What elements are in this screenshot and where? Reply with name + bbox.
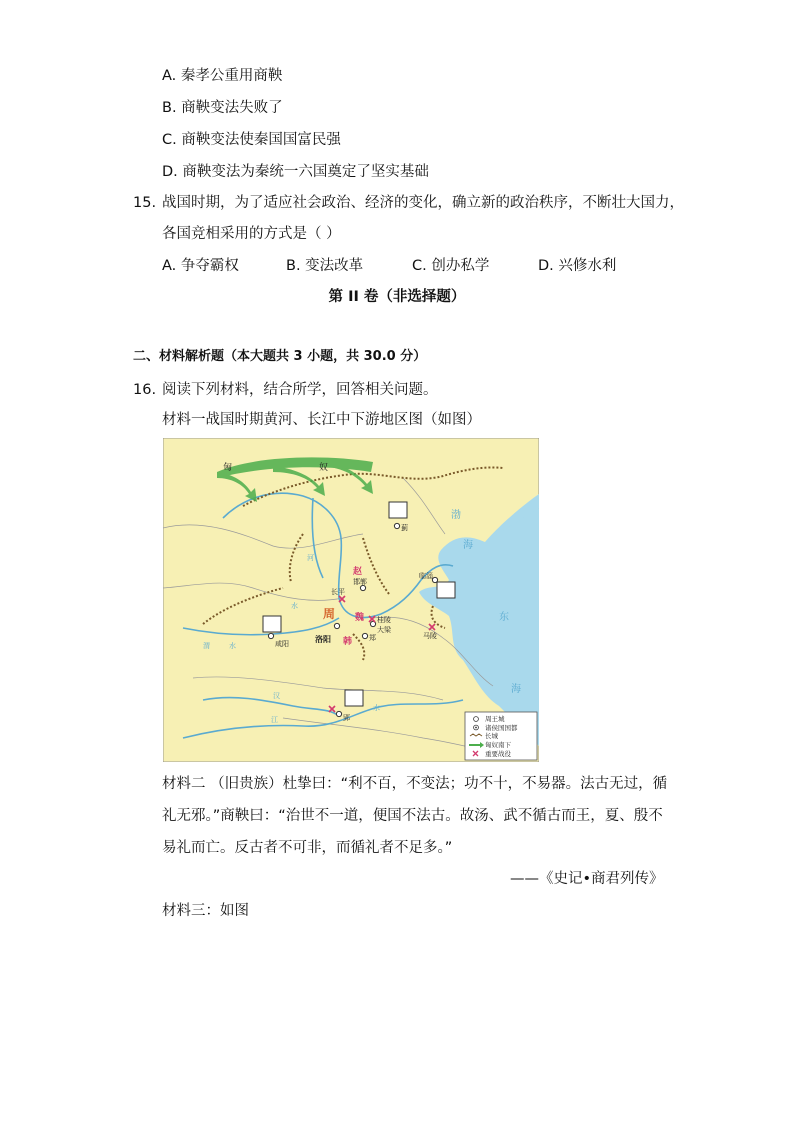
label-he: 河 — [307, 554, 314, 562]
material2-line2: 礼无邪。”商鞅曰：“治世不一道，便国不法古。故汤、武不循古而王，夏、殷不 — [162, 808, 663, 824]
label-bohai-1: 渤 — [451, 510, 461, 521]
q15-option-c: C. 创办私学 — [412, 258, 490, 274]
label-state-zhou: 周 — [323, 607, 336, 621]
label-shui-3: 水 — [373, 704, 380, 712]
label-state-wei: 魏 — [355, 613, 365, 623]
label-state-zhao: 赵 — [353, 567, 363, 577]
section-title: 第 II 卷（非选择题） — [328, 289, 466, 305]
label-ji: 蓟 — [401, 524, 408, 532]
label-linzi: 临淄 — [419, 572, 433, 580]
q14-option-b: B. 商鞅变法失败了 — [162, 100, 283, 116]
city-marker-xianyang — [268, 633, 273, 638]
label-maling: 马陵 — [423, 632, 437, 640]
material1-caption: 材料一战国时期黄河、长江中下游地区图（如图） — [162, 412, 481, 428]
blank-box-qin — [263, 616, 281, 632]
label-shui-1: 水 — [229, 642, 236, 650]
legend-royal-city-icon — [474, 717, 479, 722]
label-bohai-2: 海 — [463, 540, 473, 551]
q15-stem-line2: 各国竞相采用的方式是（ ） — [162, 226, 341, 242]
material3-caption: 材料三：如图 — [162, 903, 249, 919]
city-marker-handan — [360, 585, 365, 590]
q15-option-a: A. 争夺霸权 — [162, 258, 239, 274]
label-jiang: 江 — [271, 716, 278, 724]
legend-battle: 重要战役 — [485, 750, 511, 758]
material2-line1: 材料二 （旧贵族）杜挚曰：“利不百，不变法；功不十，不易器。法古无过，循 — [162, 776, 668, 792]
label-ying: 郢 — [343, 714, 350, 722]
legend-royal-city: 周王城 — [485, 715, 505, 723]
label-luoyang: 洛阳 — [315, 635, 331, 644]
label-shui-2: 水 — [291, 602, 298, 610]
blank-box-qi — [437, 582, 455, 598]
label-xiongnu-2: 奴 — [319, 463, 329, 473]
label-changping: 长平 — [331, 588, 345, 596]
label-wei-river: 渭 — [203, 642, 210, 650]
q15-stem-line1: 战国时期，为了适应社会政治、经济的变化，确立新的政治秩序，不断壮大国力， — [162, 195, 684, 211]
q16-number: 16. — [133, 382, 157, 398]
label-han-river: 汉 — [273, 692, 280, 700]
q14-option-c: C. 商鞅变法使秦国国富民强 — [162, 132, 341, 148]
q15-number: 15. — [133, 195, 157, 211]
q15-option-d: D. 兴修水利 — [538, 258, 617, 274]
blank-box-yan — [389, 502, 407, 518]
q14-option-a: A. 秦孝公重用商鞅 — [162, 68, 283, 84]
city-marker-linzi — [432, 577, 437, 582]
material2-line3: 易礼而亡。反古者不可非，而循礼者不足多。” — [162, 840, 453, 856]
label-xianyang: 咸阳 — [275, 640, 289, 648]
city-marker-ji — [394, 523, 399, 528]
legend-wall: 长城 — [485, 732, 498, 740]
label-handan: 邯郸 — [353, 578, 367, 586]
blank-box-chu — [345, 690, 363, 706]
label-guiling: 桂陵 — [377, 616, 391, 624]
city-marker-ying — [336, 711, 341, 716]
label-xiongnu-1: 匈 — [223, 463, 233, 473]
q14-option-d: D. 商鞅变法为秦统一六国奠定了坚实基础 — [162, 164, 429, 180]
map-legend — [465, 712, 537, 760]
label-donghai-1: 东 — [499, 612, 509, 623]
label-state-han: 韩 — [343, 637, 353, 647]
city-marker-luoyang — [334, 623, 339, 628]
material2-source: ——《史记•商君列传》 — [510, 871, 664, 887]
part2-heading: 二、材料解析题（本大题共 3 小题，共 30.0 分） — [133, 349, 427, 364]
city-marker-zheng — [362, 633, 367, 638]
warring-states-map — [163, 438, 539, 762]
legend-capital-dot-icon — [475, 727, 477, 729]
q16-prompt: 阅读下列材料，结合所学，回答相关问题。 — [162, 382, 438, 398]
label-donghai-2: 海 — [511, 684, 521, 695]
legend-xiongnu: 匈奴南下 — [485, 741, 511, 749]
q15-option-b: B. 变法改革 — [286, 258, 364, 274]
legend-capital: 诸侯国国都 — [485, 724, 518, 732]
label-zheng: 郑 — [369, 634, 376, 642]
label-daliang: 大梁 — [377, 626, 391, 634]
